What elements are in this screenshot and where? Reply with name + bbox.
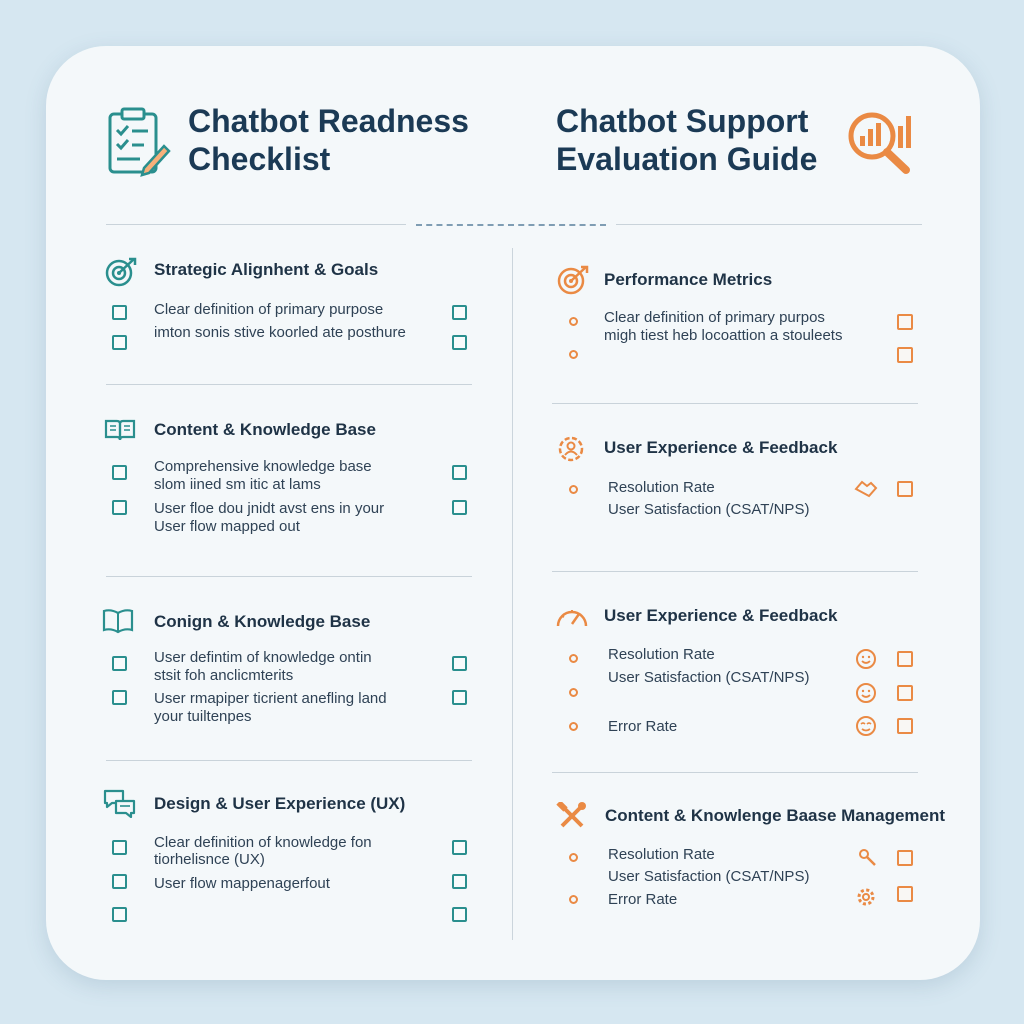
left-s4-item-1: Clear definition of knowledge fon — [154, 834, 372, 851]
chat-bubbles-icon — [102, 788, 138, 818]
tools-icon — [856, 846, 878, 868]
right-s2-item-1: Resolution Rate — [608, 479, 715, 496]
gear-person-icon — [556, 434, 586, 464]
left-section-title-3: Conign & Knowledge Base — [154, 612, 371, 631]
right-title-line2: Evaluation Guide — [556, 141, 818, 177]
right-section-title-4: Content & Knowlenge Baase Management — [605, 806, 946, 825]
right-s3-checkbox-1[interactable] — [897, 651, 913, 667]
header-divider-left — [106, 224, 406, 225]
right-section-divider-2 — [552, 571, 918, 572]
clipboard-checklist-icon — [104, 106, 172, 178]
left-s4-item-2: tiorhelisnce (UX) — [154, 851, 265, 868]
left-s1-item-2: imton sonis stive koorled ate posthure — [154, 324, 406, 341]
left-s3-checkbox-right-1[interactable] — [452, 656, 467, 671]
magnifier-chart-icon — [846, 110, 916, 176]
left-title-line1: Chatbot Readness — [188, 103, 469, 139]
left-s4-checkbox-right-2[interactable] — [452, 874, 467, 889]
right-s3-bullet-1 — [569, 654, 578, 663]
right-s3-bullet-2 — [569, 688, 578, 697]
handshake-icon — [854, 478, 878, 500]
right-title-line1: Chatbot Support — [556, 103, 809, 139]
right-s3-item-1: Resolution Rate — [608, 646, 715, 663]
left-s2-checkbox-right-1[interactable] — [452, 465, 467, 480]
right-s2-bullet-1 — [569, 485, 578, 494]
right-s1-bullet-2 — [569, 350, 578, 359]
left-s3-checkbox-2[interactable] — [112, 690, 127, 705]
right-s3-checkbox-2[interactable] — [897, 685, 913, 701]
left-s3-checkbox-right-2[interactable] — [452, 690, 467, 705]
right-s3-checkbox-3[interactable] — [897, 718, 913, 734]
gauge-icon — [554, 602, 590, 630]
right-s4-checkbox-2[interactable] — [897, 886, 913, 902]
left-section-title-1: Strategic Alignhent & Goals — [154, 260, 379, 279]
target-icon — [104, 256, 138, 288]
hammer-wrench-icon — [556, 802, 588, 830]
left-s1-checkbox-right-2[interactable] — [452, 335, 467, 350]
left-section-divider-1 — [106, 384, 472, 385]
right-s3-bullet-3 — [569, 722, 578, 731]
header-divider-dashed — [416, 224, 606, 226]
left-s1-checkbox-1[interactable] — [112, 305, 127, 320]
target-icon — [556, 264, 590, 296]
open-book-icon — [104, 418, 136, 442]
left-section-divider-3 — [106, 760, 472, 761]
right-section-title-1: Performance Metrics — [604, 270, 773, 289]
left-s4-checkbox-right-1[interactable] — [452, 840, 467, 855]
left-s2-item-4: User flow mapped out — [154, 518, 300, 535]
left-section-title-4: Design & User Experience (UX) — [154, 794, 406, 813]
column-divider — [512, 248, 513, 940]
right-section-divider-3 — [552, 772, 918, 773]
right-s4-item-3: Error Rate — [608, 891, 678, 908]
left-s3-item-1: User defintim of knowledge ontin — [154, 649, 372, 666]
left-s4-checkbox-3[interactable] — [112, 907, 127, 922]
left-s3-item-3: User rmapiper ticrient anefling land — [154, 690, 387, 707]
left-s4-checkbox-1[interactable] — [112, 840, 127, 855]
right-s3-item-3: Error Rate — [608, 718, 678, 735]
left-s2-item-2: slom iined sm itic at lams — [154, 476, 321, 493]
book-icon — [102, 608, 134, 634]
left-s2-checkbox-right-2[interactable] — [452, 500, 467, 515]
right-s3-item-2: User Satisfaction (CSAT/NPS) — [608, 669, 810, 686]
left-s2-checkbox-1[interactable] — [112, 465, 127, 480]
right-s4-bullet-1 — [569, 853, 578, 862]
smiley-icon — [855, 682, 877, 704]
left-s1-checkbox-2[interactable] — [112, 335, 127, 350]
right-s4-item-2: User Satisfaction (CSAT/NPS) — [608, 868, 810, 885]
left-section-divider-2 — [106, 576, 472, 577]
right-s4-item-1: Resolution Rate — [608, 846, 715, 863]
left-s1-checkbox-right-1[interactable] — [452, 305, 467, 320]
right-s1-item-2: migh tiest heb locoattion a stouleets — [604, 327, 843, 344]
left-s3-item-2: stsit foh anclicmterits — [154, 667, 294, 684]
right-s1-item-1: Clear definition of primary purpos — [604, 309, 825, 326]
right-s2-checkbox-1[interactable] — [897, 481, 913, 497]
right-s1-checkbox-2[interactable] — [897, 347, 913, 363]
left-s4-item-3: User flow mappenagerfout — [154, 875, 330, 892]
left-s1-item-1: Clear definition of primary purpose — [154, 301, 384, 318]
smiley-icon — [855, 648, 877, 670]
left-s2-item-1: Comprehensive knowledge base — [154, 458, 372, 475]
left-s4-checkbox-2[interactable] — [112, 874, 127, 889]
right-s1-bullet-1 — [569, 317, 578, 326]
right-section-divider-1 — [552, 403, 918, 404]
neutral-face-icon — [855, 715, 877, 737]
right-section-title-3: User Experience & Feedback — [604, 606, 838, 625]
left-s4-checkbox-right-3[interactable] — [452, 907, 467, 922]
left-title-line2: Checklist — [188, 141, 331, 177]
right-s2-item-2: User Satisfaction (CSAT/NPS) — [608, 501, 810, 518]
right-s4-checkbox-1[interactable] — [897, 850, 913, 866]
right-s1-checkbox-1[interactable] — [897, 314, 913, 330]
right-section-title-2: User Experience & Feedback — [604, 438, 838, 457]
left-s3-checkbox-1[interactable] — [112, 656, 127, 671]
left-s3-item-4: your tuiltenpes — [154, 708, 252, 725]
right-s4-bullet-2 — [569, 895, 578, 904]
left-s2-item-3: User floe dou jnidt avst ens in your — [154, 500, 385, 517]
left-section-title-2: Content & Knowledge Base — [154, 420, 376, 439]
left-s2-checkbox-2[interactable] — [112, 500, 127, 515]
header-divider-right — [616, 224, 922, 225]
gear-icon — [855, 886, 877, 908]
